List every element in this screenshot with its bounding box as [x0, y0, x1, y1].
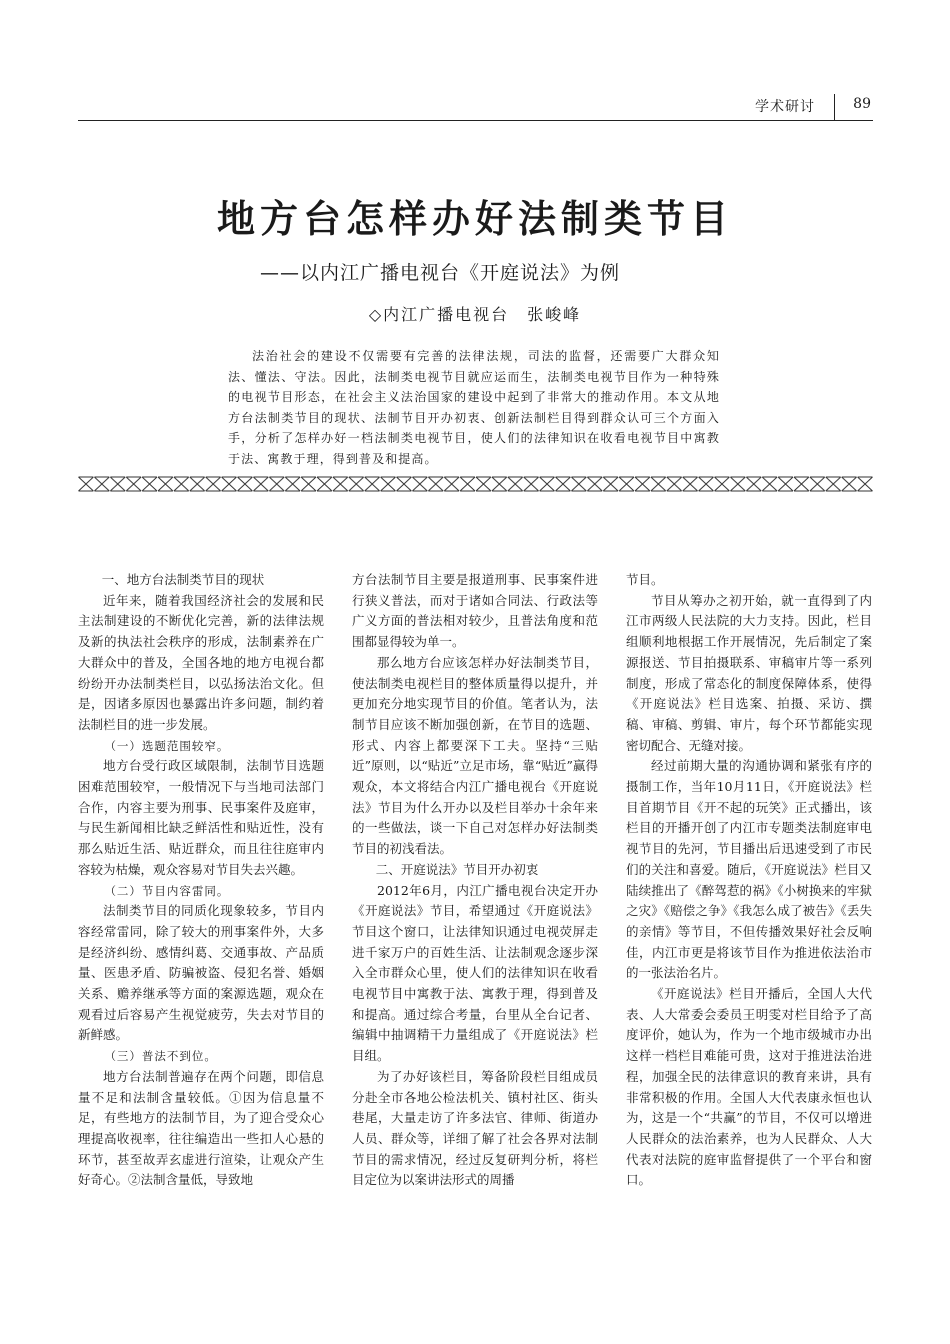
- body-column-2: [352, 570, 598, 1191]
- paragraph: 那么地方台应该怎样办好法制类节目，使法制类电视栏目的整体质量得以提升，并更加充分地实现节目的价值。笔者认为，法制节目应该不断加强创新，在节目的选题、形式、内容上都要深下工夫。坚持“三贴近”原则，以“贴近”立足市场，靠“贴近”赢得观众，本文将结合内江广播电视台《开庭说法》节目为什么开办以及栏目举办十余年来的一些做法，谈一下自己对怎样办好法制类节目的初浅看法。: [352, 654, 598, 857]
- paragraph: 经过前期大量的沟通协调和紧张有序的摄制工作，当年10月11日，《开庭说法》栏目首期节目《开不起的玩笑》正式播出，该栏目的开播开创了内江市专题类法制庭审电视节目的先河，节目播出后迅速受到了市民们的关注和喜爱。随后，《开庭说法》栏目又陆续推出了《醉驾惹的祸》《小树换来的牢狱之灾》《赔偿之争》《我怎么成了被告》《丢失的亲情》等节目，不但传播效果好社会反响佳，内江市更是将该节目作为推进依法治市的一张法治名片。: [626, 758, 872, 981]
- paragraph: 地方台法制普遍存在两个问题，即信息量不足和法制含量较低。①因为信息量不足，有些地方的法制节目，为了迎合受众心理提高收视率，往往编造出一些扣人心悬的环节，甚至故弄玄虚进行渲染，让观众产生好奇心。②法制含量低，导致地: [78, 1068, 324, 1188]
- author-byline: ◇内江广播电视台 张峻峰: [368, 305, 582, 324]
- subsection-heading: （三）普法不到位。: [104, 1049, 217, 1064]
- page-number: 89: [853, 96, 871, 112]
- paragraph: 方台法制节目主要是报道刑事、民事案件进行狭义普法，而对于诸如合同法、行政法等广义方面的普法相对较少，且普法角度和范围都显得较为单一。: [352, 572, 598, 650]
- paragraph: 2012年6月，内江广播电视台决定开办《开庭说法》节目，希望通过《开庭说法》节目这个窗口，让法律知识通过电视荧屏走进千家万户的百姓生活、让法制观念逐步深入全市群众心里，使人们的法律知识在收看电视节目中寓教于法、寓教于理，得到普及和提高。通过综合考量，台里从全台记者、编辑中抽调精干力量组成了《开庭说法》栏目组。: [352, 882, 598, 1064]
- paragraph: 法制类节目的同质化现象较多，节目内容经常雷同，除了较大的刑事案件外，大多是经济纠纷、感情纠葛、交通事故、产品质量、医患矛盾、防骗被盗、侵犯名誉、婚姻关系、赡养继承等方面的案源选题，观众在观看过后容易产生视觉疲劳，失去对节目的新鲜感。: [78, 903, 324, 1043]
- body-column-3: [626, 570, 872, 1191]
- paragraph: 《开庭说法》栏目开播后，全国人大代表、人大常委会委员王明雯对栏目给予了高度评价，她认为，作为一个地市级城市办出这样一档栏目难能可贵，这对于推进法治进程，加强全民的法律意识的教育来讲，具有非常积极的作用。全国人大代表康永恒也认为，这是一个“共赢”的节目，不仅可以增进人民群众的法治素养，也为人民群众、人大代表对法院的庭审监督提供了一个平台和窗口。: [626, 986, 872, 1188]
- paragraph: 近年来，随着我国经济社会的发展和民主法制建设的不断优化完善，新的法律法规及新的执法社会秩序的形成，法制素养在广大群众中的普及，全国各地的地方电视台都纷纷开办法制类栏目，以弘扬法治文化。但是，因诸多原因也暴露出许多问题，制约着法制栏目的进一步发展。: [78, 592, 324, 732]
- abstract: 法治社会的建设不仅需要有完善的法律法规，司法的监督，还需要广大群众知法、懂法、守法。因此，法制类电视节目就应运而生，法制类电视节目作为一种特殊的电视节目形态，在社会主义法治国家的建设中起到了非常大的推动作用。本文从地方台法制类节目的现状、法制节目开办初衷、创新法制栏目得到群众认可三个方面入手，分析了怎样办好一档法制类电视节目，使人们的法律知识在收看电视节目中寓教于法、寓教于理，得到普及和提高。: [228, 349, 720, 466]
- paragraph: 节目从筹办之初开始，就一直得到了内江市两级人民法院的大力支持。因此，栏目组顺利地根据工作开展情况，先后制定了案源报送、节目拍摄联系、审稿审片等一系列制度，形成了常态化的制度保障体系，使得《开庭说法》栏目选案、拍摄、采访、撰稿、审稿、剪辑、审片，每个环节都能实现密切配合、无缝对接。: [626, 592, 872, 753]
- paragraph: 为了办好该栏目，筹备阶段栏目组成员分赴全市各地公检法机关、镇村社区、街头巷尾，大量走访了许多法官、律师、街道办人员、群众等，详细了解了社会各界对法制节目的需求情况，经过反复研判分析，将栏目定位为以案讲法形式的周播: [352, 1068, 598, 1188]
- paragraph: 节目。: [626, 572, 664, 587]
- paragraph: 地方台受行政区域限制，法制节目选题困难范围较窄，一般情况下与当地司法部门合作，内容主要为刑事、民事案件及庭审，与民生新闻相比缺乏鲜活性和贴近性，没有那么贴近生活、贴近群众，而且往往庭审内容较为枯燥，观众容易对节目失去兴趣。: [78, 758, 324, 877]
- section-label: 学术研讨: [755, 99, 815, 115]
- body-column-1: [78, 570, 324, 1191]
- article-subtitle: ——以内江广播电视台《开庭说法》为例: [260, 262, 621, 284]
- subsection-heading: （一）选题范围较窄。: [104, 738, 230, 753]
- section-heading: 二、开庭说法》节目开办初衷: [375, 861, 539, 877]
- running-head: [78, 94, 873, 121]
- ornamental-divider: [78, 476, 873, 492]
- section-heading: 一、地方台法制类节目的现状: [101, 572, 265, 587]
- article-title: 地方台怎样办好法制类节目: [216, 197, 733, 241]
- header-divider: [834, 94, 836, 120]
- subsection-heading: （二）节目内容雷同。: [104, 883, 230, 898]
